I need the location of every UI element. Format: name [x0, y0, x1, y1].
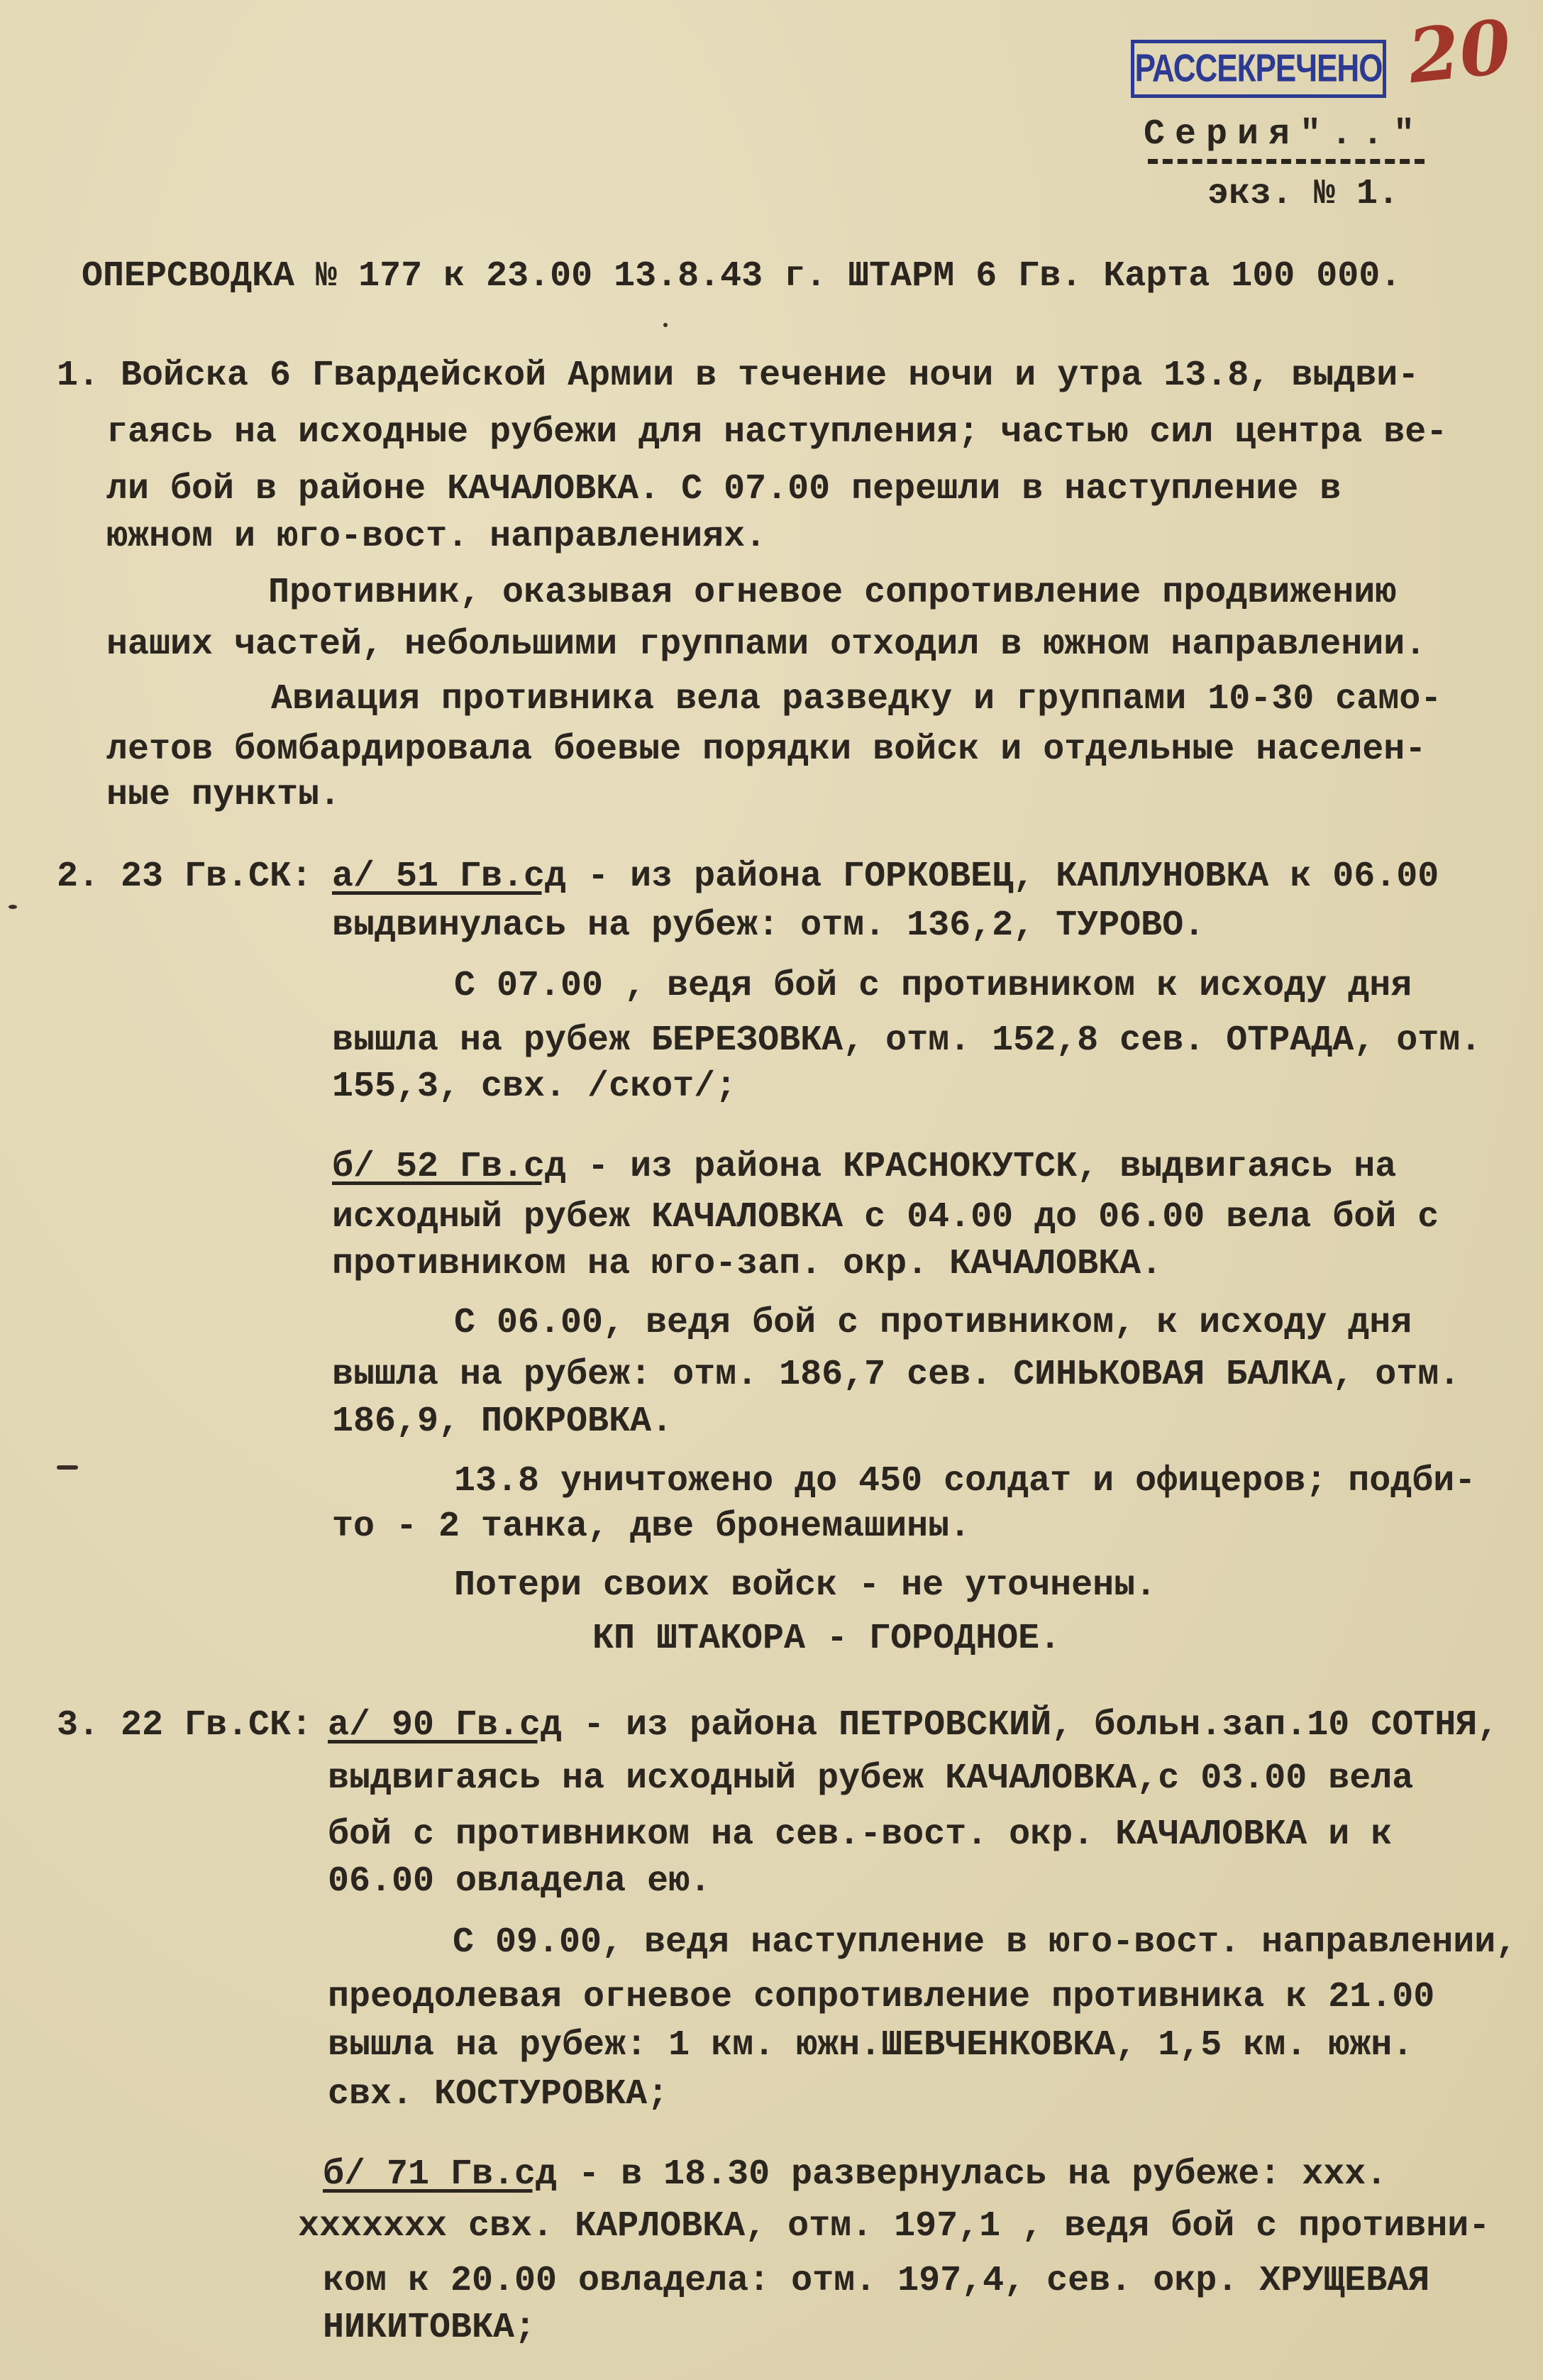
section2-a-line — [332, 856, 1439, 898]
section3-b-line: xxxxxxx свх. КАРЛОВКА, отм. 197,1 , ведя бой с противни- — [298, 2206, 1491, 2247]
stamp-text: РАССЕКРЕЧЕНО — [1134, 46, 1383, 90]
section3-a-line: свх. КОСТУРОВКА; — [328, 2074, 669, 2115]
enemy-line: наших частей, небольшими группами отходил в южном направлении. — [106, 624, 1427, 665]
section3-b-line — [323, 2154, 1387, 2196]
copy-number: экз. № 1. — [1207, 174, 1400, 214]
section1-line: южном и юго-вост. направлениях. — [106, 517, 767, 557]
section2-b-line: 186,9, ПОКРОВКА. — [332, 1401, 673, 1442]
ink-speck — [9, 905, 17, 909]
section2-b-line: противником на юго-зап. окр. КАЧАЛОВКА. — [332, 1244, 1163, 1284]
series-label — [1144, 114, 1425, 156]
section2-a-line: С 07.00 , ведя бой с противником к исходу дня — [454, 966, 1412, 1006]
section3-corps: 3. 22 Гв.СК: — [57, 1705, 313, 1746]
aviation-line: Авиация противника вела разведку и группами 10-30 само- — [271, 679, 1442, 720]
section2-a-text: - из района ГОРКОВЕЦ, КАПЛУНОВКА к 06.00 — [566, 856, 1439, 897]
losses-line: Потери своих войск - не уточнены. — [454, 1565, 1157, 1606]
section2-b-text: - из района КРАСНОКУТСК, выдвигаясь на — [566, 1147, 1397, 1187]
section3-a-line: 06.00 овладела ею. — [328, 1861, 712, 1902]
series-label-text: Серия — [1144, 114, 1300, 155]
section3-a-line: С 09.00, ведя наступление в юго-вост. направлении, — [453, 1922, 1517, 1963]
section1-line: 1. Войска 6 Гвардейской Армии в течение ночи и утра 13.8, выдви- — [57, 356, 1420, 396]
section3-b-line: ком к 20.00 овладела: отм. 197,4, сев. окр. ХРУЩЕВАЯ — [323, 2261, 1430, 2301]
unit-90-gv-sd: а/ 90 Гв.сд — [328, 1705, 563, 1746]
series-dashed-underline — [1148, 159, 1425, 164]
section2-a-line: 155,3, свх. /скот/; — [332, 1067, 737, 1107]
unit-52-gv-sd: б/ 52 Гв.сд — [332, 1147, 567, 1187]
enemy-line: Противник, оказывая огневое сопротивление продвижению — [268, 573, 1397, 613]
aviation-line: ные пункты. — [106, 775, 341, 815]
document-header: ОПЕРСВОДКА № 177 к 23.00 13.8.43 г. ШТАРМ 6 Гв. Карта 100 000. — [82, 256, 1402, 297]
section2-corps: 2. 23 Гв.СК: — [57, 856, 313, 897]
losses-line: то - 2 танка, две бронемашины. — [332, 1506, 971, 1547]
aviation-line: летов бомбардировала боевые порядки войск и отдельные населен- — [106, 729, 1427, 770]
handwritten-page-number: 20 — [1403, 2, 1515, 101]
section2-a-line: выдвинулась на рубеж: отм. 136,2, ТУРОВО. — [332, 905, 1205, 946]
section2-b-line: С 06.00, ведя бой с противником, к исходу дня — [454, 1303, 1412, 1343]
section3-a-text: - из района ПЕТРОВСКИЙ, больн.зап.10 СОТНЯ, — [562, 1705, 1499, 1746]
section2-b-line: вышла на рубеж: отм. 186,7 сев. СИНЬКОВАЯ БАЛКА, отм. — [332, 1355, 1461, 1395]
section1-line: ли бой в районе КАЧАЛОВКА. С 07.00 перешли в наступление в — [106, 469, 1342, 509]
ink-speck — [663, 323, 668, 327]
section1-line: гаясь на исходные рубежи для наступления; частью сил центра ве- — [106, 412, 1448, 453]
section3-a-line: преодолевая огневое сопротивление противника к 21.00 — [328, 1977, 1435, 2017]
unit-51-gv-sd: а/ 51 Гв.сд — [332, 856, 567, 897]
command-post-line: КП ШТАКОРА - ГОРОДНОЕ. — [592, 1619, 1061, 1659]
section3-a-line: выдвигаясь на исходный рубеж КАЧАЛОВКА,с 03.00 вела — [328, 1758, 1414, 1799]
section3-a-line — [328, 1704, 1498, 1747]
section3-a-line: вышла на рубеж: 1 км. южн.ШЕВЧЕНКОВКА, 1,5 км. южн. — [328, 2025, 1414, 2066]
losses-line: 13.8 уничтожено до 450 солдат и офицеров; подби- — [454, 1461, 1476, 1502]
declassified-stamp — [1131, 40, 1386, 98]
unit-71-gv-sd: б/ 71 Гв.сд — [323, 2154, 558, 2195]
section2-a-line: вышла на рубеж БЕРЕЗОВКА, отм. 152,8 сев. ОТРАДА, отм. — [332, 1020, 1482, 1061]
ink-speck — [57, 1465, 78, 1470]
series-value: ".." — [1300, 114, 1425, 155]
section2-b-line — [332, 1146, 1396, 1189]
section3-b-text: - в 18.30 развернулась на рубеже: xxx. — [557, 2154, 1388, 2195]
section3-a-line: бой с противником на сев.-вост. окр. КАЧАЛОВКА и к — [328, 1814, 1393, 1855]
section3-b-line: НИКИТОВКА; — [323, 2308, 536, 2348]
section2-b-line: исходный рубеж КАЧАЛОВКА с 04.00 до 06.00 вела бой с — [332, 1197, 1439, 1238]
